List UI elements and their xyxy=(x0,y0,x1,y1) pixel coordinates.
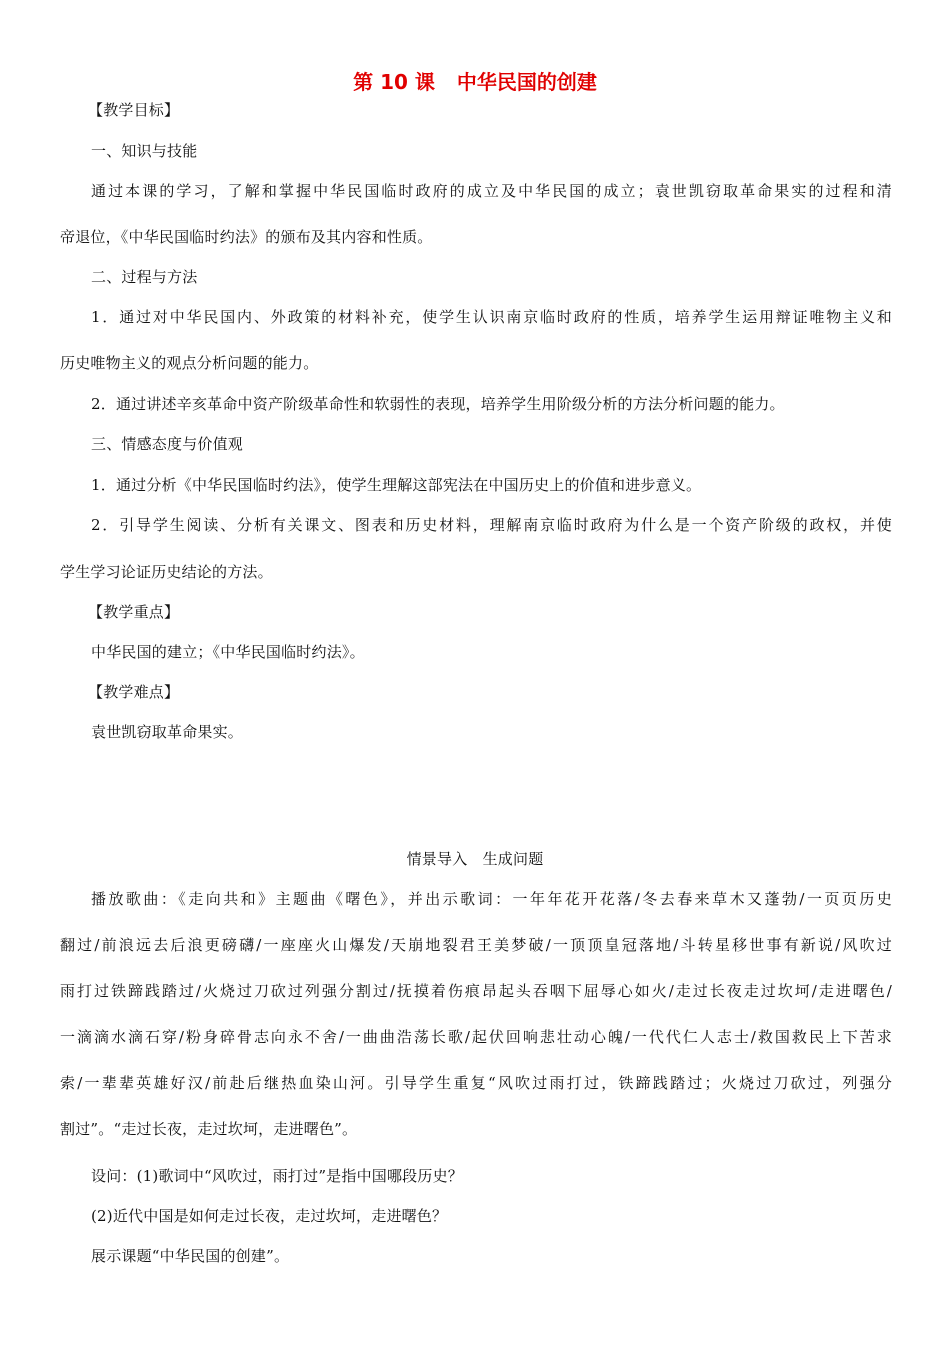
intro-line-3: 雨打过铁蹄践踏过/火烧过刀砍过列强分割过/抚摸着伤痕昂起头吞咽下屈辱心如火/走过长夜走过坎坷/走进曙色/ xyxy=(60,982,892,1000)
knowledge-skills-heading: 一、知识与技能 xyxy=(91,142,198,160)
key-points-text: 中华民国的建立；《中华民国临时约法》。 xyxy=(91,643,365,661)
difficulties-text: 袁世凯窃取革命果实。 xyxy=(91,723,244,741)
intro-question-2: (2)近代中国是如何走过长夜，走过坎坷，走进曙色？ xyxy=(91,1207,448,1225)
attitudes-values-heading: 三、情感态度与价值观 xyxy=(91,435,244,453)
difficulties-heading: 【教学难点】 xyxy=(88,683,180,701)
intro-closing: 展示课题“中华民国的创建”。 xyxy=(91,1247,290,1265)
process-methods-item-1-line-2: 历史唯物主义的观点分析问题的能力。 xyxy=(60,354,319,372)
intro-line-2: 翻过/前浪远去后浪更磅礴/一座座火山爆发/天崩地裂君王美梦破/一顶顶皇冠落地/斗转星移世事有新说/风吹过 xyxy=(60,936,892,954)
goals-heading: 【教学目标】 xyxy=(88,101,180,119)
knowledge-skills-line-2: 帝退位，《中华民国临时约法》的颁布及其内容和性质。 xyxy=(60,228,433,246)
intro-line-1: 播放歌曲：《走向共和》主题曲《曙色》，并出示歌词：一年年花开花落/冬去春来草木又蓬勃/一页页历史 xyxy=(91,890,892,908)
intro-heading: 情景导入 生成问题 xyxy=(406,850,544,868)
attitudes-values-item-1: 1．通过分析《中华民国临时约法》，使学生理解这部宪法在中国历史上的价值和进步意义。 xyxy=(91,476,702,494)
intro-line-6: 割过”。“走过长夜，走过坎坷，走进曙色”。 xyxy=(60,1120,358,1138)
attitudes-values-item-2-line-1: 2．引导学生阅读、分析有关课文、图表和历史材料，理解南京临时政府为什么是一个资产阶级的政权，并使 xyxy=(91,516,892,534)
key-points-heading: 【教学重点】 xyxy=(88,603,180,621)
knowledge-skills-line-1: 通过本课的学习，了解和掌握中华民国临时政府的成立及中华民国的成立；袁世凯窃取革命果实的过程和清 xyxy=(91,182,892,200)
lesson-title xyxy=(0,68,950,96)
intro-line-4: 一滴滴水滴石穿/粉身碎骨志向永不舍/一曲曲浩荡长歌/起伏回响悲壮动心魄/一代代仁人志士/救国救民上下苦求 xyxy=(60,1028,892,1046)
process-methods-heading: 二、过程与方法 xyxy=(91,268,198,286)
intro-question-1: 设问：(1)歌词中“风吹过，雨打过”是指中国哪段历史？ xyxy=(91,1167,463,1185)
process-methods-item-1-line-1: 1．通过对中华民国内、外政策的材料补充，使学生认识南京临时政府的性质，培养学生运用辩证唯物主义和 xyxy=(91,308,892,326)
lesson-number: 第 10 课 xyxy=(353,70,435,94)
lesson-name: 中华民国的创建 xyxy=(456,70,597,94)
attitudes-values-item-2-line-2: 学生学习论证历史结论的方法。 xyxy=(60,563,273,581)
process-methods-item-2: 2．通过讲述辛亥革命中资产阶级革命性和软弱性的表现，培养学生用阶级分析的方法分析问题的能力。 xyxy=(91,395,785,413)
intro-line-5: 索/一辈辈英雄好汉/前赴后继热血染山河。引导学生重复“风吹过雨打过，铁蹄践踏过；火烧过刀砍过，列强分 xyxy=(60,1074,892,1092)
